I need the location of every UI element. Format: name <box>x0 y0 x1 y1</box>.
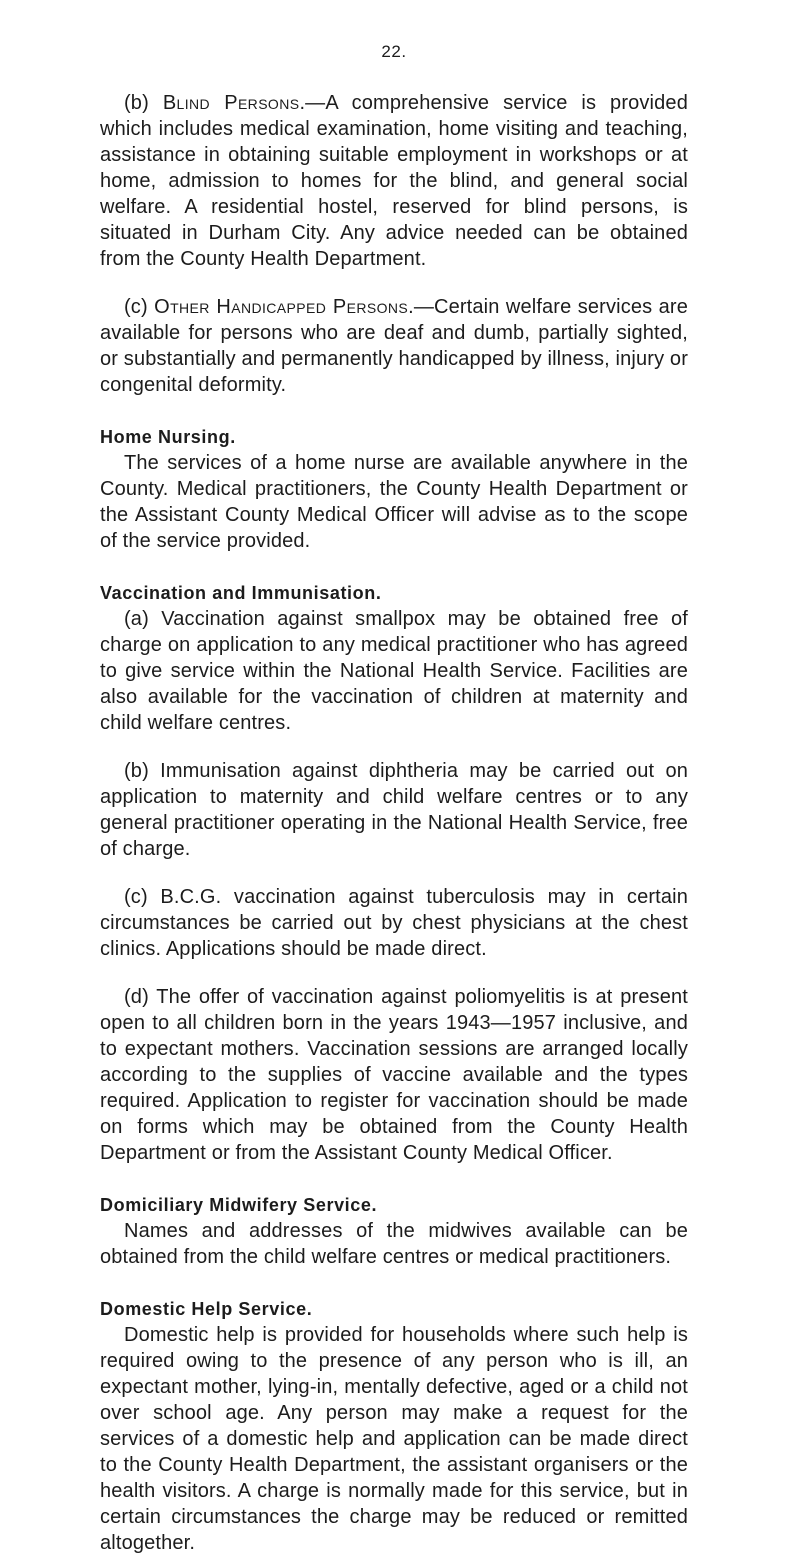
home-nursing-paragraph: The services of a home nurse are available anywhere in the County. Medical practitioners, the County Health Department or the Assistant County Medical Officer will advise as to the scope of the service provided. <box>100 452 688 552</box>
other-handicapped-title: Other Handicapped Persons <box>154 296 409 318</box>
vaccination-paragraph-c: (c) B.C.G. vaccination against tuberculosis may in certain circumstances be carried out by chest physicians at the chest clinics. Applications should be made direct. <box>100 886 688 960</box>
page-number: 22. <box>381 42 407 61</box>
domestic-help-paragraph: Domestic help is provided for households where such help is required owing to the presence of any person who is ill, an expectant mother, lying-in, mentally defective, aged or a child not over school age. Any person may make a request for the services of a domestic help and application can be made direct to the County Health Department, the assistant organisers or the health visitors. A charge is normally made for this service, but in certain circumstances the charge may be reduced or remitted altogether. <box>100 1324 688 1554</box>
blind-persons-text: .—A comprehensive service is provided which includes medical examination, home visiting and teaching, assistance in obtaining suitable employment in workshops or at home, admission to homes for the blind, and general social welfare. A residential hostel, reserved for blind persons, is situated in Durham City. Any advice needed can be obtained from the County Health Department. <box>100 92 688 270</box>
vaccination-paragraph-b: (b) Immunisation against diphtheria may be carried out on application to maternity and child welfare centres or to any general practitioner operating in the National Health Service, free of charge. <box>100 760 688 860</box>
vaccination-paragraph-d: (d) The offer of vaccination against poliomyelitis is at present open to all children born in the years 1943—1957 inclusive, and to expectant mothers. Vaccination sessions are arranged locally according to the supplies of vaccine available and the types required. Application to register for vaccination should be made on forms which may be obtained from the County Health Department or from the Assistant County Medical Officer. <box>100 986 688 1164</box>
other-handicapped-paragraph <box>100 294 688 398</box>
home-nursing-heading: Home Nursing. <box>100 427 236 447</box>
midwifery-heading: Domiciliary Midwifery Service. <box>100 1195 378 1215</box>
vaccination-heading: Vaccination and Immunisation. <box>100 583 382 603</box>
page-content <box>100 90 688 1556</box>
blind-persons-label: (b) <box>124 92 149 114</box>
other-handicapped-text: .—Certain welfare services are available for persons who are deaf and dumb, partially sighted, or substantially and permanently handicapped by illness, injury or congenital deformity. <box>100 296 689 396</box>
blind-persons-paragraph <box>100 90 688 272</box>
blind-persons-title: Blind Persons <box>162 92 300 114</box>
vaccination-paragraph-a: (a) Vaccination against smallpox may be obtained free of charge on application to any medical practitioner who has agreed to give service within the National Health Service. Facilities are also available for the vaccination of children at maternity and child welfare centres. <box>100 608 688 734</box>
domestic-help-heading: Domestic Help Service. <box>100 1299 313 1319</box>
midwifery-paragraph: Names and addresses of the midwives available can be obtained from the child welfare centres or medical practitioners. <box>100 1220 688 1268</box>
other-handicapped-label: (c) <box>124 296 148 318</box>
